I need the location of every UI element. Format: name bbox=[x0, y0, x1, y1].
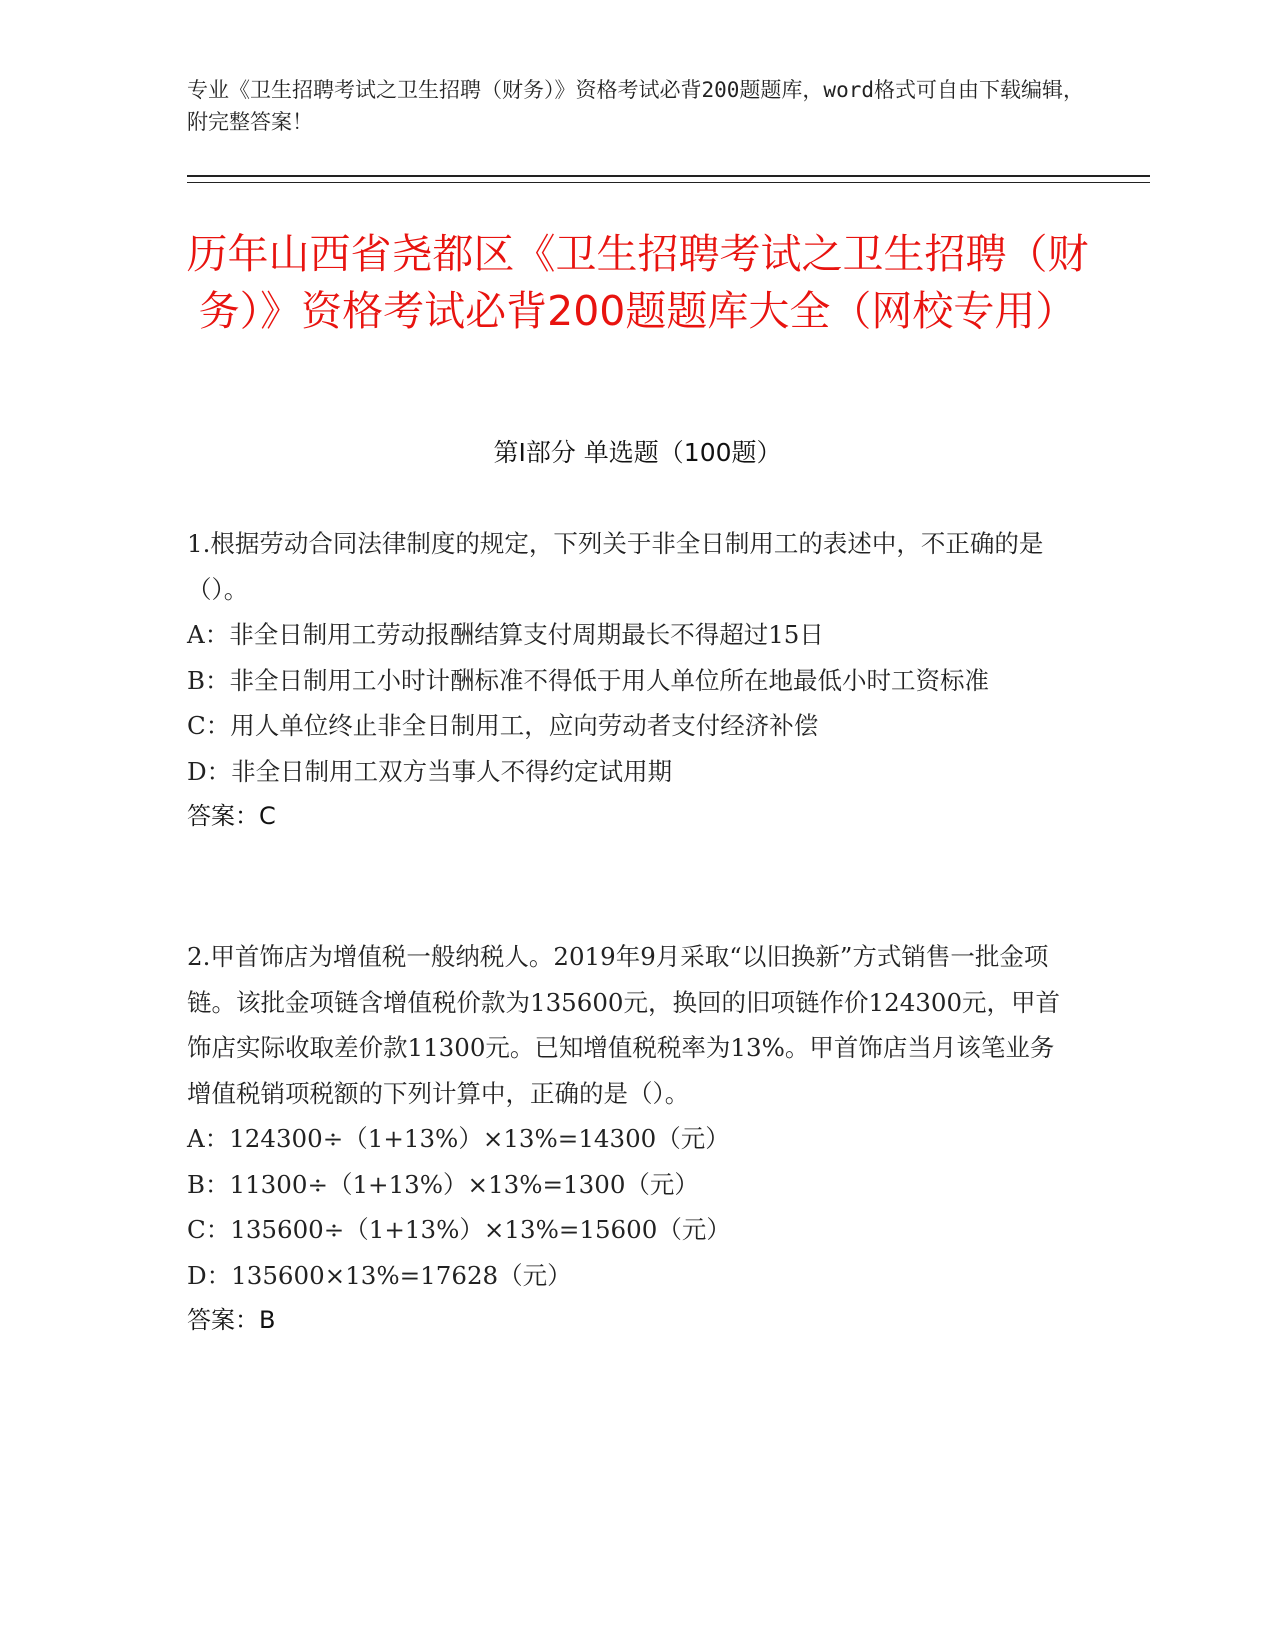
question-stem: 2.甲首饰店为增值税一般纳税人。2019年9月采取“以旧换新”方式销售一批金项链。该批金项链含增值税价款为135600元，换回的旧项链作价124300元，甲首饰店实际收取差价款11300元。已知增值税税率为13%。甲首饰店当月该笔业务增值税销项税额的下列计算中，正确的是（）。 bbox=[187, 942, 1061, 1108]
option-d: D：135600×13%=17628（元） bbox=[187, 1260, 572, 1290]
answer-line bbox=[187, 794, 1077, 840]
option-a: A：124300÷（1+13%）×13%=14300（元） bbox=[187, 1124, 730, 1153]
header-divider-thin bbox=[187, 182, 1150, 183]
option-d: D：非全日制用工双方当事人不得约定试用期 bbox=[187, 756, 673, 786]
header-divider-thick bbox=[187, 175, 1150, 177]
question-2 bbox=[187, 934, 1077, 1344]
answer-label: 答案： bbox=[187, 802, 259, 830]
answer-value: C bbox=[259, 802, 276, 830]
question-stem: 1.根据劳动合同法律制度的规定，下列关于非全日制用工的表述中，不正确的是（）。 bbox=[187, 529, 1044, 604]
option-c: C：135600÷（1+13%）×13%=15600（元） bbox=[187, 1215, 731, 1244]
section-heading: 第I部分 单选题（100题） bbox=[493, 438, 782, 467]
option-a: A：非全日制用工劳动报酬结算支付周期最长不得超过15日 bbox=[187, 620, 824, 649]
header-note: 专业《卫生招聘考试之卫生招聘（财务）》资格考试必背200题题库，word格式可自由下载编辑，附完整答案！ bbox=[187, 78, 1084, 134]
answer-line bbox=[187, 1298, 1077, 1344]
option-c: C：用人单位终止非全日制用工，应向劳动者支付经济补偿 bbox=[187, 711, 819, 740]
document-title: 历年山西省尧都区《卫生招聘考试之卫生招聘（财务）》资格考试必背200题题库大全（网校专用） bbox=[186, 230, 1089, 335]
option-b: B：非全日制用工小时计酬标准不得低于用人单位所在地最低小时工资标准 bbox=[187, 665, 990, 695]
option-b: B：11300÷（1+13%）×13%=1300（元） bbox=[187, 1169, 699, 1199]
answer-label: 答案： bbox=[187, 1306, 259, 1334]
answer-value: B bbox=[259, 1306, 276, 1334]
question-1 bbox=[187, 521, 1077, 840]
